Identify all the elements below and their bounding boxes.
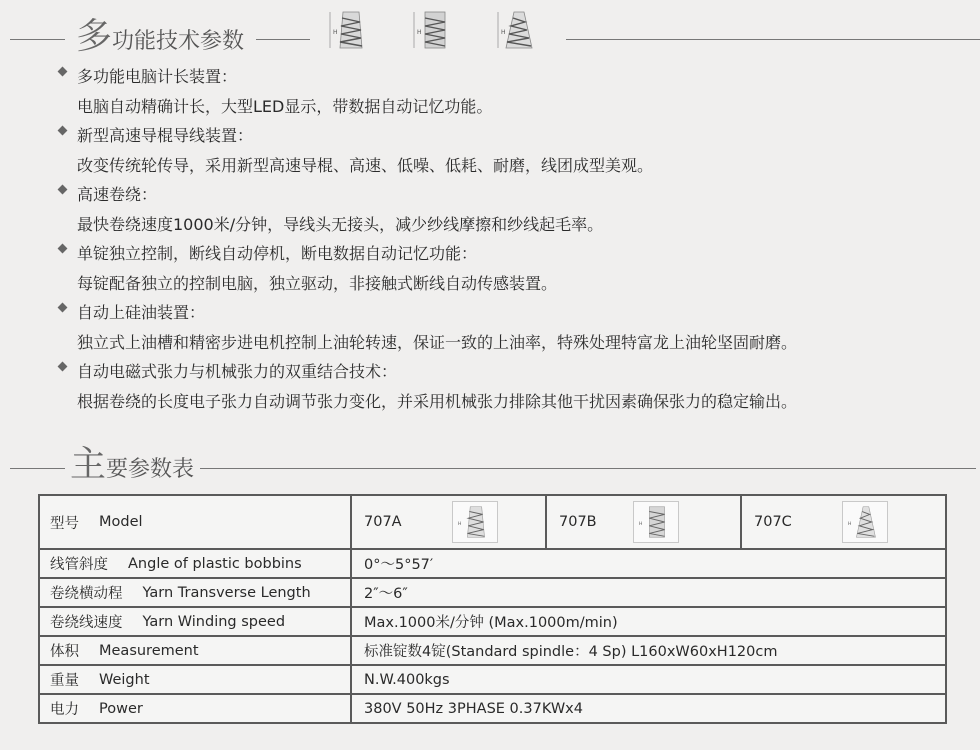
svg-text:H: H — [333, 29, 338, 36]
model-name: 707C — [754, 514, 792, 530]
section-header-specs — [0, 436, 980, 486]
table-row — [40, 548, 945, 577]
divider-mid — [256, 39, 310, 40]
svg-text:H: H — [847, 521, 852, 527]
row-label-cn: 卷绕横动程 — [50, 586, 123, 602]
bobbin-707b-icon — [633, 501, 679, 543]
row-label-cn: 线管斜度 — [50, 557, 108, 573]
feature-item — [0, 357, 980, 416]
feature-title: 单锭独立控制，断线自动停机，断电数据自动记忆功能： — [77, 244, 478, 263]
feature-desc: 最快卷绕速度1000米/分钟，导线头无接头，减少纱线摩擦和纱线起毛率。 — [77, 215, 604, 234]
row-label-cn: 体积 — [50, 644, 79, 660]
row-label-en: Weight — [99, 671, 150, 688]
row-value: 标准锭数4锭(Standard spindle：4 Sp) L160xW60xH120cm — [364, 644, 778, 660]
section-title-rest: 要参数表 — [106, 457, 195, 482]
spec-table — [38, 494, 947, 724]
svg-text:H: H — [457, 521, 462, 527]
feature-item — [0, 180, 980, 239]
bobbin-707a-icon — [452, 501, 498, 543]
table-row — [40, 606, 945, 635]
feature-title: 多功能电脑计长装置： — [77, 67, 238, 86]
feature-item — [0, 298, 980, 357]
section-title-specs — [70, 436, 194, 487]
row-label-cn: 卷绕线速度 — [50, 615, 123, 631]
feature-item — [0, 62, 980, 121]
svg-text:H: H — [638, 521, 643, 527]
feature-desc: 根据卷绕的长度电子张力自动调节张力变化，并采用机械张力排除其他干扰因素确保张力的稳定输出。 — [77, 392, 798, 411]
section-title-rest: 功能技术参数 — [112, 29, 245, 54]
row-label-en: Yarn Transverse Length — [142, 584, 311, 601]
feature-desc: 改变传统轮传导，采用新型高速导棍、高速、低噪、低耗、耐磨，线团成型美观。 — [77, 156, 654, 175]
table-row — [40, 693, 945, 722]
row-value: 0°～5°57′ — [364, 557, 434, 573]
model-label-cell — [40, 496, 352, 548]
model-name: 707A — [364, 514, 402, 530]
row-label-cn: 电力 — [50, 702, 79, 718]
divider-left — [10, 468, 65, 469]
section-title-initial: 多 — [76, 16, 113, 57]
diamond-bullet-icon — [58, 244, 68, 254]
table-row — [40, 577, 945, 606]
table-header-row — [40, 496, 945, 548]
row-value: 380V 50Hz 3PHASE 0.37KWx4 — [364, 700, 583, 717]
diamond-bullet-icon — [58, 362, 68, 372]
feature-title: 自动上硅油装置： — [77, 303, 206, 322]
diamond-bullet-icon — [58, 67, 68, 77]
row-label-cn: 重量 — [50, 673, 79, 689]
bobbin-707b-icon — [410, 8, 456, 52]
svg-text:H: H — [417, 29, 422, 36]
model-cell-707b — [547, 496, 742, 548]
row-label — [40, 695, 352, 722]
model-name: 707B — [559, 514, 597, 530]
divider-right — [566, 39, 980, 40]
section-title-features — [76, 8, 244, 59]
divider-left — [10, 39, 65, 40]
feature-desc: 电脑自动精确计长，大型LED显示，带数据自动记忆功能。 — [77, 97, 493, 116]
svg-text:H: H — [501, 29, 506, 36]
feature-title: 新型高速导棍导线装置： — [77, 126, 254, 145]
diamond-bullet-icon — [58, 126, 68, 136]
section-header-features — [0, 8, 980, 58]
feature-title: 自动电磁式张力与机械张力的双重结合技术： — [77, 362, 398, 381]
row-label-en: Measurement — [99, 642, 199, 659]
row-label — [40, 666, 352, 693]
model-cell-707c — [742, 496, 945, 548]
row-label — [40, 637, 352, 664]
feature-item — [0, 239, 980, 298]
model-label-cn: 型号 — [50, 515, 79, 532]
feature-title: 高速卷绕： — [77, 185, 158, 204]
row-value: Max.1000米/分钟 (Max.1000m/min) — [364, 615, 618, 631]
feature-list — [0, 62, 980, 416]
bobbin-707c-icon — [842, 501, 888, 543]
diamond-bullet-icon — [58, 303, 68, 313]
row-value: N.W.400kgs — [364, 671, 450, 688]
row-value: 2″～6″ — [364, 586, 408, 602]
feature-desc: 每锭配备独立的控制电脑，独立驱动，非接触式断线自动传感装置。 — [77, 274, 558, 293]
table-row — [40, 635, 945, 664]
section-title-initial: 主 — [70, 444, 107, 485]
model-label-en: Model — [99, 514, 143, 530]
row-label — [40, 550, 352, 577]
divider-right — [200, 468, 976, 469]
feature-item — [0, 121, 980, 180]
table-row — [40, 664, 945, 693]
row-label-en: Yarn Winding speed — [142, 613, 286, 630]
feature-desc: 独立式上油槽和精密步进电机控制上油轮转速，保证一致的上油率，特殊处理特富龙上油轮坚固耐磨。 — [77, 333, 798, 352]
row-label — [40, 608, 352, 635]
bobbin-707a-icon — [326, 8, 372, 52]
row-label-en: Power — [99, 700, 143, 717]
bobbin-707c-icon — [494, 8, 540, 52]
diamond-bullet-icon — [58, 185, 68, 195]
row-label — [40, 579, 352, 606]
row-label-en: Angle of plastic bobbins — [128, 555, 302, 572]
model-cell-707a — [352, 496, 547, 548]
